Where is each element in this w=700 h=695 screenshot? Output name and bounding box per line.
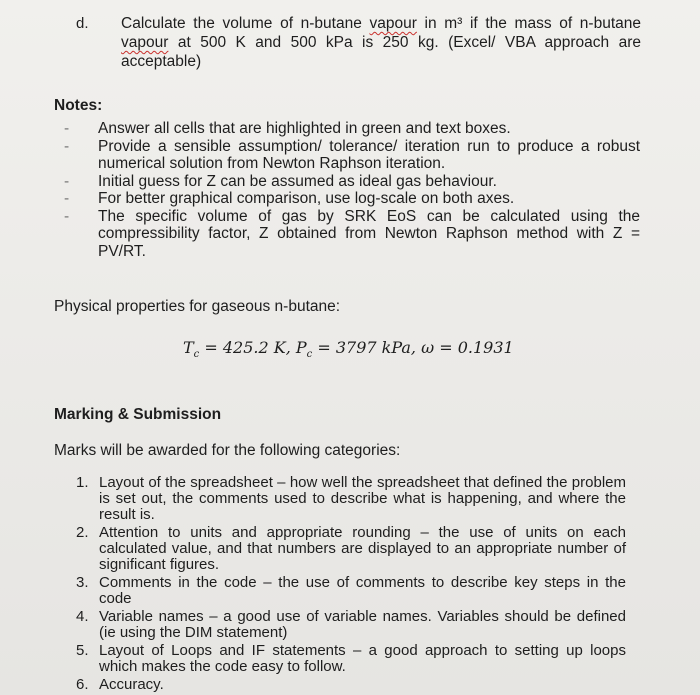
list-item: - Provide a sensible assumption/ tolerance/ iteration run to produce a robust numerical solution from Newton Raphson iteration. (64, 137, 640, 172)
bullet-dash: - (64, 207, 70, 225)
notes-heading: Notes: (54, 97, 103, 114)
list-item: 5. Layout of Loops and IF statements – a good approach to setting up loops which makes the code easy to follow. (76, 642, 626, 675)
marking-heading: Marking & Submission (54, 406, 222, 423)
part-d-question (121, 14, 641, 71)
marks-intro: Marks will be awarded for the following categories: (54, 442, 401, 459)
question-text-3: at 500 K and 500 kPa is 250 kg. (Excel/ VBA approach are acceptable) (121, 34, 641, 70)
list-item: 6. Accuracy. (76, 676, 164, 693)
list-item: - Initial guess for Z can be assumed as ideal gas behaviour. (64, 172, 497, 190)
list-item: 1. Layout of the spreadsheet – how well the spreadsheet that defined the problem is set out, the comments used to describe what is happening, and where the result is. (76, 474, 626, 523)
list-item: - For better graphical comparison, use log-scale on both axes. (64, 190, 515, 207)
list-item: 3. Comments in the code – the use of comments to describe key steps in the code (76, 574, 626, 607)
list-item: - The specific volume of gas by SRK EoS can be calculated using the compressibility factor, Z obtained from Newton Raphson method with Z = PV/RT. (64, 207, 640, 260)
spelling-flagged-word: vapour (369, 15, 417, 32)
list-item: 4. Variable names – a good use of variable names. Variables should be defined (ie using the DIM statement) (76, 608, 626, 641)
list-item: - Answer all cells that are highlighted in green and text boxes. (64, 120, 511, 137)
critical-properties-equation: $T_c = 425.2$ K, $P_c = 3797$ kPa, ω = 0.1931 (183, 338, 514, 360)
part-d-marker: d. (76, 15, 89, 32)
spelling-flagged-word: vapour (121, 34, 169, 51)
marking-criteria-list (60, 475, 626, 695)
bullet-dash: - (64, 137, 70, 155)
bullet-dash: - (64, 190, 70, 207)
bullet-dash: - (64, 172, 70, 190)
list-item: 2. Attention to units and appropriate rounding – the use of units on each calculated value, and that numbers are displayed to an appropriate number of significant figures. (76, 524, 626, 573)
bullet-dash: - (64, 120, 70, 137)
question-text-2: in m³ if the mass of n-butane (416, 15, 641, 32)
question-text-1: Calculate the volume of n-butane (121, 15, 370, 32)
notes-list (60, 120, 640, 260)
physical-properties-heading: Physical properties for gaseous n-butane: (54, 298, 341, 315)
